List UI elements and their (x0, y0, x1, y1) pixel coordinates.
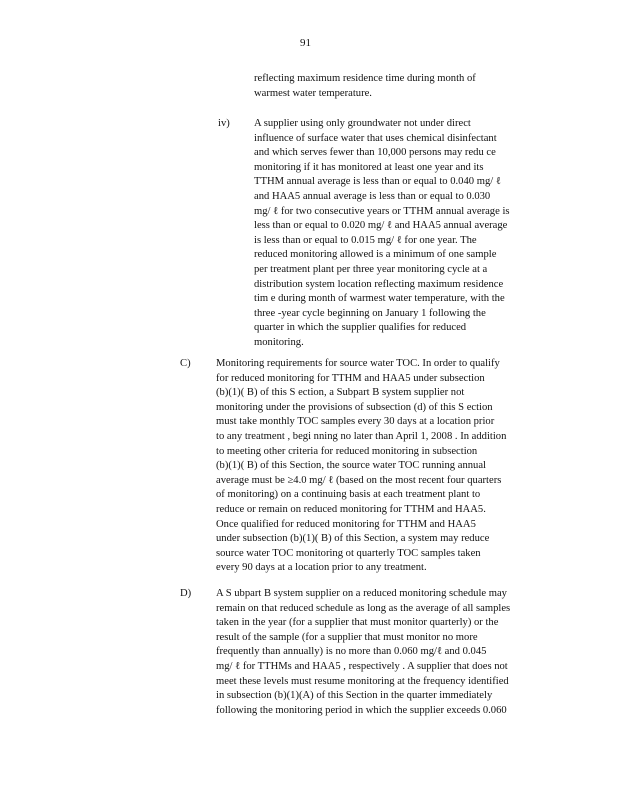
text-line: taken in the year (for a supplier that must monitor quarterly) or the (216, 617, 499, 629)
text-line: distribution system location reflecting maximum residence (254, 278, 504, 290)
text-line: of monitoring) on a continuing basis at each treatment plant to (216, 489, 481, 501)
text-line: under subsection (b)(1)( B) of this Section, a system may reduce (216, 533, 490, 545)
text-line: must take monthly TOC samples every 30 days at a location prior (216, 416, 495, 428)
text-line: tim e during month of warmest water temperature, with the (254, 293, 505, 305)
item-d-marker: D) (180, 588, 192, 599)
text-line: monitoring. (254, 336, 304, 348)
text-line: monitoring under the provisions of subsection (d) of this S ection (216, 401, 493, 413)
text-line: A S ubpart B system supplier on a reduced monitoring schedule may (216, 588, 507, 599)
item-iv-text (254, 117, 510, 351)
text-line: mg/ ℓ for two consecutive years or TTHM annual average is (254, 205, 510, 217)
text-line: is less than or equal to 0.015 mg/ ℓ for one year. The (254, 234, 477, 246)
text-line: in subsection (b)(1)(A) of this Section in the quarter immediately (216, 690, 493, 702)
item-c-marker: C) (180, 358, 191, 369)
text-line: TTHM annual average is less than or equal to 0.040 mg/ ℓ (254, 176, 501, 188)
text-line: mg/ ℓ for TTHMs and HAA5 , respectively . A supplier that does not (216, 660, 508, 672)
text-line: and HAA5 annual average is less than or equal to 0.030 (254, 190, 491, 202)
text-line: reduced monitoring allowed is a minimum of one sample (254, 249, 497, 261)
page-number: 91 (300, 37, 311, 49)
text-line: source water TOC monitoring ot quarterly TOC samples taken (216, 547, 481, 559)
text-line: per treatment plant per three year monitoring cycle at a (254, 263, 488, 275)
text-line: quarter in which the supplier qualifies for reduced (254, 322, 467, 334)
text-line: influence of surface water that uses chemical disinfectant (254, 132, 497, 144)
text-line: average must be ≥4.0 mg/ ℓ (based on the most recent four quarters (216, 474, 502, 486)
continuation-text (254, 72, 476, 101)
text-line: result of the sample (for a supplier that must monitor no more (216, 631, 478, 643)
item-d-text (216, 587, 510, 718)
text-line: to any treatment , begi nning no later than April 1, 2008 . In addition (216, 430, 507, 442)
text-line: warmest water temperature. (254, 87, 372, 99)
text-line: reflecting maximum residence time during month of (254, 73, 476, 84)
text-line: remain on that reduced schedule as long as the average of all samples (216, 602, 511, 614)
item-c-text (216, 357, 506, 576)
text-line: less than or equal to 0.020 mg/ ℓ and HAA5 annual average (254, 220, 508, 232)
text-line: (b)(1)( B) of this Section, the source water TOC running annual (216, 460, 486, 472)
text-line: every 90 days at a location prior to any treatment. (216, 562, 427, 574)
text-line: Monitoring requirements for source water TOC. In order to qualify (216, 358, 500, 369)
text-line: and which serves fewer than 10,000 persons may redu ce (254, 147, 496, 159)
text-line: (b)(1)( B) of this S ection, a Subpart B system supplier not (216, 387, 465, 399)
text-line: frequently than annually) is no more than 0.060 mg/ℓ and 0.045 (216, 646, 487, 658)
text-line: for reduced monitoring for TTHM and HAA5 under subsection (216, 372, 485, 384)
text-line: meet these levels must resume monitoring at the frequency identified (216, 675, 509, 687)
item-iv-marker: iv) (218, 118, 230, 129)
text-line: reduce or remain on reduced monitoring for TTHM and HAA5. (216, 503, 486, 515)
text-line: monitoring if it has monitored at least one year and its (254, 161, 484, 173)
text-line: to meeting other criteria for reduced monitoring in subsection (216, 445, 478, 457)
text-line: three -year cycle beginning on January 1 following the (254, 307, 486, 319)
text-line: following the monitoring period in which the supplier exceeds 0.060 (216, 704, 507, 716)
text-line: A supplier using only groundwater not under direct (254, 118, 471, 129)
text-line: Once qualified for reduced monitoring for TTHM and HAA5 (216, 518, 476, 530)
